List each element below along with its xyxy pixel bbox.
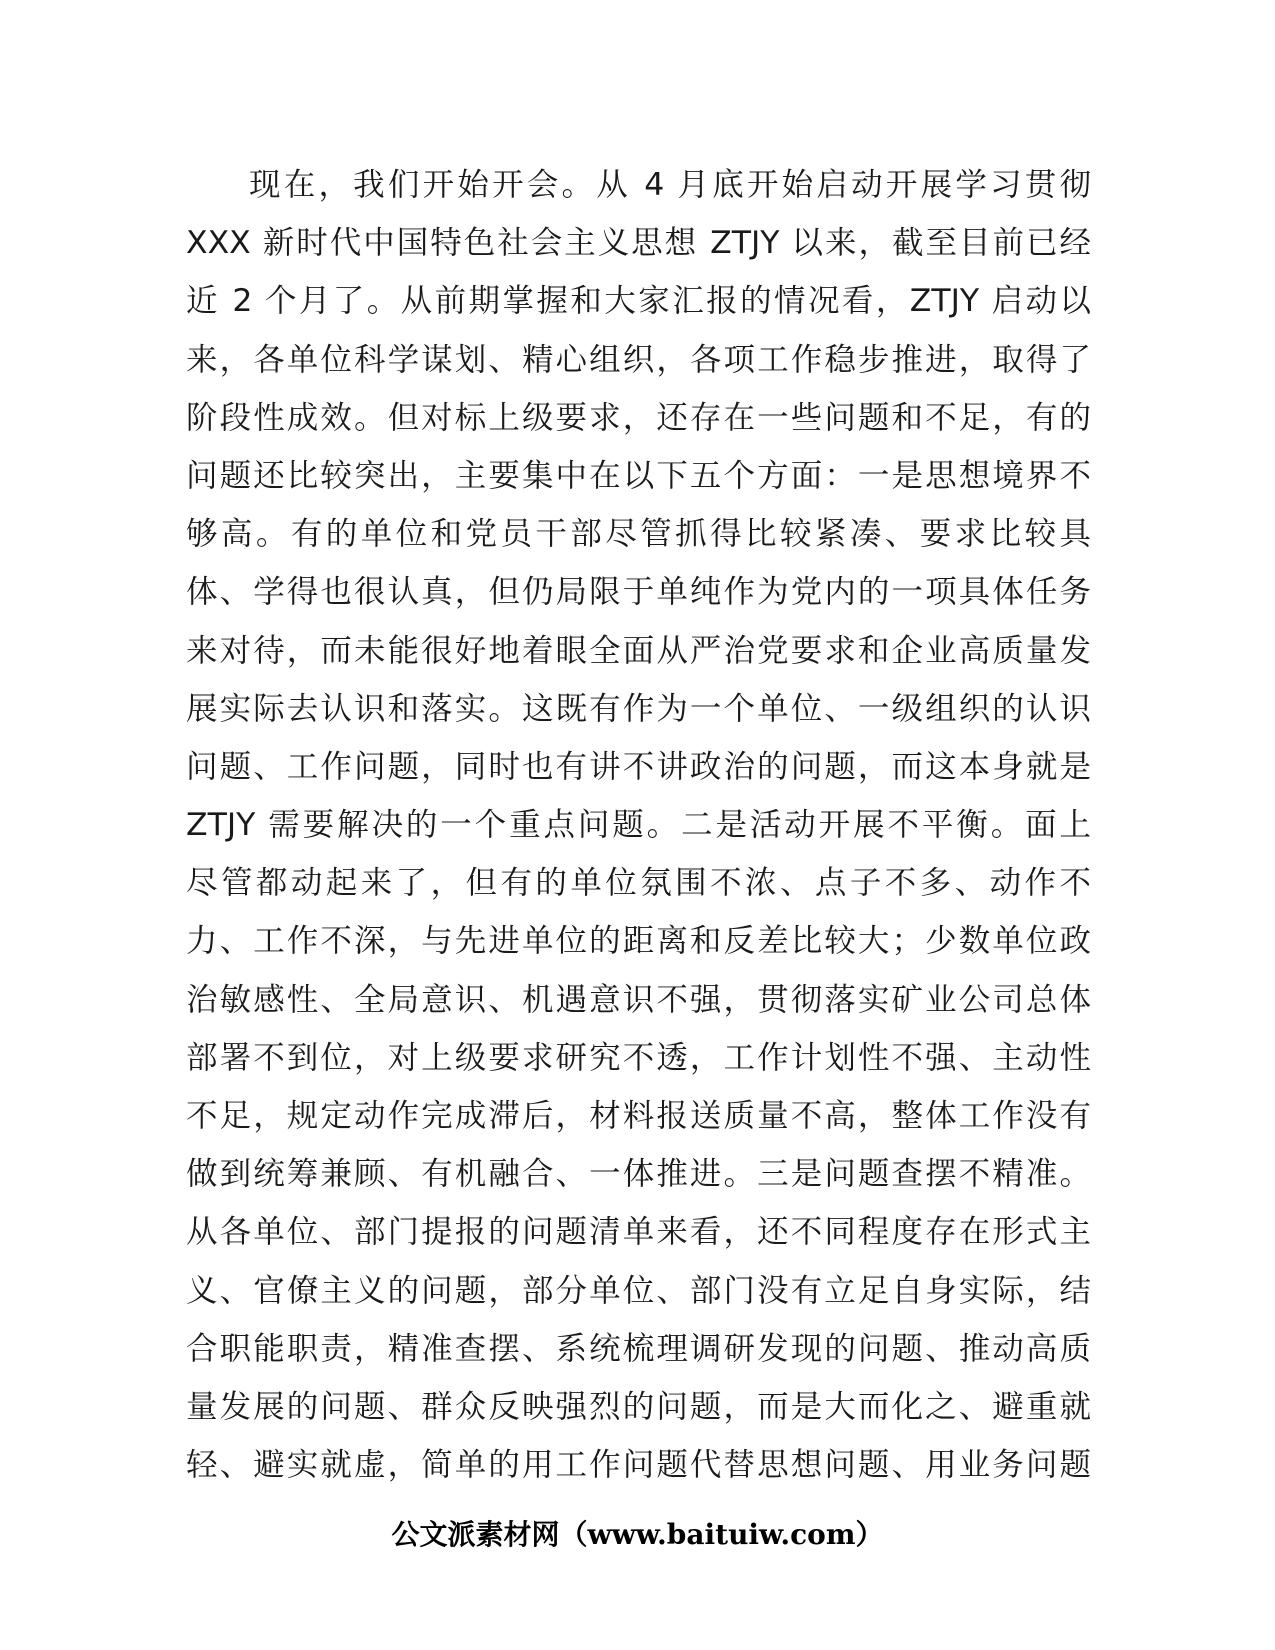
paragraph-line: 来，各单位科学谋划、精心组织，各项工作稳步推进，取得了	[186, 341, 1091, 378]
paragraph-line: 部署不到位，对上级要求研究不透，工作计划性不强、主动性	[186, 1039, 1091, 1076]
body-paragraph	[186, 156, 1091, 1494]
paragraph-line: 问题还比较突出，主要集中在以下五个方面：一是思想境界不	[186, 457, 1091, 494]
paragraph-line: 治敏感性、全局意识、机遇意识不强，贯彻落实矿业公司总体	[186, 981, 1091, 1018]
paragraph-line: XXX 新时代中国特色社会主义思想 ZTJY 以来，截至目前已经	[186, 225, 1091, 262]
paragraph-line: 轻、避实就虚，简单的用工作问题代替思想问题、用业务问题	[186, 1447, 1091, 1484]
paragraph-line: 问题、工作问题，同时也有讲不讲政治的问题，而这本身就是	[186, 748, 1091, 785]
paragraph-line: ZTJY 需要解决的一个重点问题。二是活动开展不平衡。面上	[186, 807, 1091, 844]
paragraph-line: 近 2 个月了。从前期掌握和大家汇报的情况看，ZTJY 启动以	[186, 283, 1091, 320]
paragraph-line: 够高。有的单位和党员干部尽管抓得比较紧凑、要求比较具	[186, 516, 1091, 553]
paragraph-line: 现在，我们开始开会。从 4 月底开始启动开展学习贯彻	[249, 167, 1091, 203]
paragraph-line: 合职能职责，精准查摆、系统梳理调研发现的问题、推动高质	[186, 1330, 1091, 1367]
paragraph-line: 阶段性成效。但对标上级要求，还存在一些问题和不足，有的	[186, 399, 1091, 436]
footer-watermark-text: 公文派素材网（www.baituiw.com）	[391, 1518, 884, 1551]
paragraph-line: 展实际去认识和落实。这既有作为一个单位、一级组织的认识	[186, 690, 1091, 727]
paragraph-line: 量发展的问题、群众反映强烈的问题，而是大而化之、避重就	[186, 1388, 1091, 1425]
paragraph-line: 体、学得也很认真，但仍局限于单纯作为党内的一项具体任务	[186, 574, 1091, 611]
paragraph-line: 义、官僚主义的问题，部分单位、部门没有立足自身实际，结	[186, 1272, 1091, 1309]
paragraph-line: 从各单位、部门提报的问题清单来看，还不同程度存在形式主	[186, 1214, 1091, 1251]
paragraph-line: 做到统筹兼顾、有机融合、一体推进。三是问题查摆不精准。	[186, 1156, 1091, 1193]
paragraph-line: 来对待，而未能很好地着眼全面从严治党要求和企业高质量发	[186, 632, 1091, 669]
paragraph-line: 不足，规定动作完成滞后，材料报送质量不高，整体工作没有	[186, 1098, 1091, 1134]
paragraph-line: 力、工作不深，与先进单位的距离和反差比较大；少数单位政	[186, 923, 1091, 960]
paragraph-line: 尽管都动起来了，但有的单位氛围不浓、点子不多、动作不	[186, 865, 1091, 902]
